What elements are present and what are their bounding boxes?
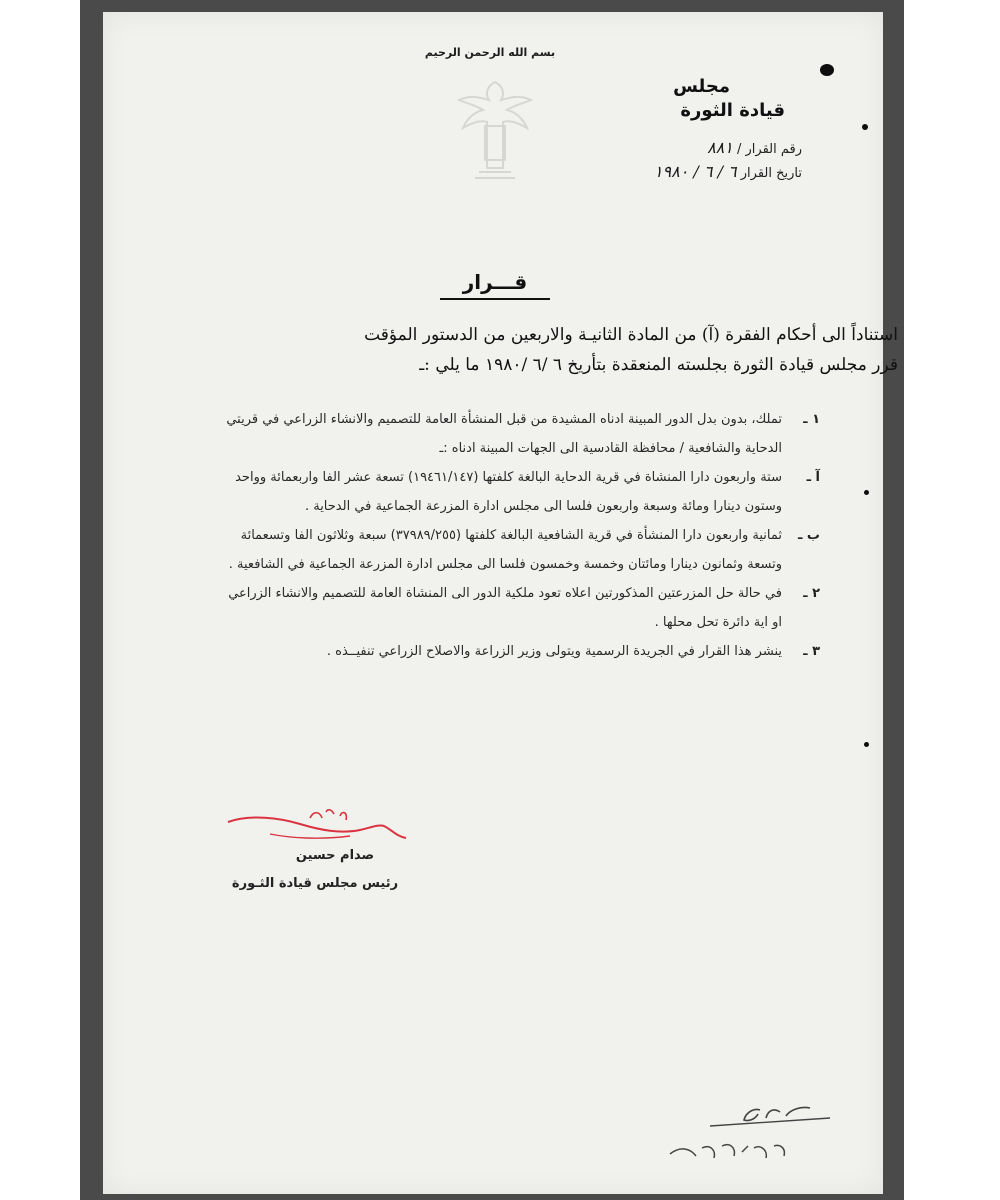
council-heading-line1: مجلس — [673, 76, 730, 97]
decision-number-row — [707, 138, 802, 157]
ink-spot — [820, 64, 834, 76]
decision-number-label: رقم القرار / — [737, 142, 802, 157]
item-text: ستة واربعون دارا المنشاة في قرية الدحاية البالغة كلفتها (١٩٤٦١/١٤٧) تسعة عشر الفا واربعمائة وواحد وستون دينارا ومائة وسبعة واربعون فلسا الى مجلس ادارة المزرعة الجماعية في الدحاية . — [235, 470, 782, 514]
item-text: ثمانية واربعون دارا المنشأة في قرية الشافعية البالغة كلفتها (٣٧٩٨٩/٢٥٥) سبعة وثلاثون الفا وتسعمائة وتسعة وثمانون دينارا ومائتان وخمسة وخمسون فلسا الى مجلس ادارة المزرعة الجماعية في الشافعية . — [228, 528, 782, 572]
decision-body — [220, 405, 820, 666]
signatory-title: رئيس مجلس قيادة الثـورة — [231, 876, 399, 891]
decision-date-value: ٦ / ٦ / ١٩٨٠ — [653, 162, 737, 181]
signatory-name: صدام حسين — [295, 848, 375, 863]
list-item — [220, 405, 820, 463]
basmala: بسم الله الرحمن الرحيم — [424, 46, 556, 59]
preamble-line-2: قرر مجلس قيادة الثورة بجلسته المنعقدة بتأريخ ٦ /٦ /١٩٨٠ ما يلي :ـ — [419, 355, 898, 375]
item-text: في حالة حل المزرعتين المذكورتين اعلاه تعود ملكية الدور الى المنشاة العامة للتصميم والانشاء الزراعي او اية دائرة تحل محلها . — [228, 586, 782, 630]
item-marker: ٢ ـ — [803, 586, 820, 601]
item-marker: ب ـ — [797, 528, 820, 543]
ink-spot — [864, 742, 869, 747]
council-heading-line2: قيادة الثورة — [680, 100, 785, 121]
ink-spot — [862, 124, 868, 130]
embossed-eagle-emblem — [435, 72, 555, 192]
item-text: تملك، بدون بدل الدور المبينة ادناه المشيدة من قبل المنشأة العامة للتصميم والانشاء الزراعي في قريتي الدحاية والشافعية / محافظة القادسية الى الجهات المبينة ادناه :ـ — [226, 412, 782, 456]
list-item — [220, 521, 820, 579]
preamble — [338, 320, 898, 380]
list-item — [220, 579, 820, 637]
decision-date-row — [654, 162, 802, 181]
item-marker: ٣ ـ — [803, 644, 820, 659]
decision-number-value: ٨٨١ — [707, 138, 733, 157]
decision-date-label: تاريخ القرار — [740, 166, 802, 181]
item-marker: آ ـ — [806, 470, 820, 485]
ink-spot — [864, 490, 869, 495]
item-text: ينشر هذا القرار في الجريدة الرسمية ويتولى وزير الزراعة والاصلاح الزراعي تنفيــذه . — [326, 644, 782, 659]
handwritten-archive-note — [650, 1096, 850, 1176]
document-title: قـــرار — [440, 270, 550, 300]
list-item — [220, 463, 820, 521]
preamble-line-1: استناداً الى أحكام الفقرة (آ) من المادة الثانيـة والاربعين من الدستور المؤقت — [364, 325, 898, 345]
list-item — [220, 637, 820, 666]
item-marker: ١ ـ — [803, 412, 820, 427]
